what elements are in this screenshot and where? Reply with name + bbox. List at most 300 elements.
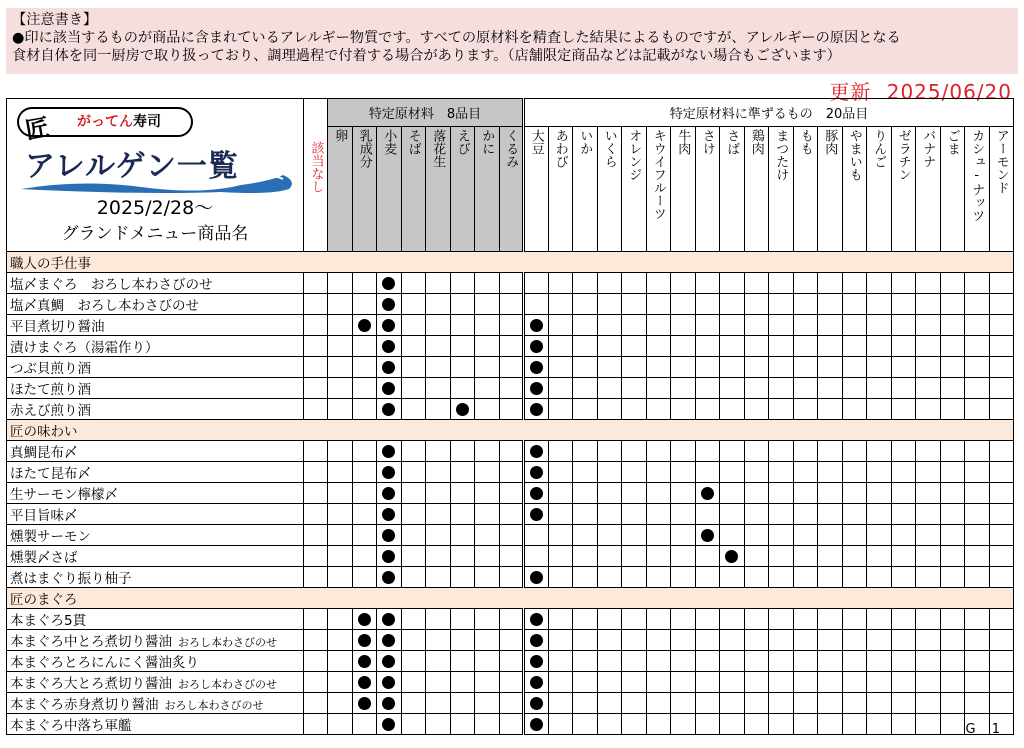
allergen-cell — [548, 525, 573, 546]
allergen-cell — [352, 357, 377, 378]
allergen-cell — [401, 483, 426, 504]
allergen-cell — [671, 378, 696, 399]
allergen-cell — [891, 525, 916, 546]
allergen-cell — [916, 357, 941, 378]
allergen-cell — [573, 357, 598, 378]
allergen-cell — [867, 399, 892, 420]
allergen-cell — [744, 315, 769, 336]
allergen-cell — [671, 336, 696, 357]
allergen-cell — [769, 567, 794, 588]
allergen-cell — [328, 315, 353, 336]
allergen-cell — [646, 630, 671, 651]
allergen-cell — [842, 567, 867, 588]
allergen-cell — [377, 273, 402, 294]
allergen-cell — [891, 714, 916, 735]
not-applicable-cell — [304, 630, 328, 651]
page-number: G 1 — [965, 722, 1006, 737]
allergen-cell — [548, 504, 573, 525]
allergen-cell — [401, 546, 426, 567]
allergen-cell — [720, 483, 745, 504]
allergen-cell — [646, 567, 671, 588]
allergen-cell — [867, 441, 892, 462]
allergen-cell — [867, 651, 892, 672]
allergen-cell — [744, 294, 769, 315]
allergen-cell — [573, 294, 598, 315]
contains-mark — [530, 466, 543, 479]
allergen-cell — [524, 504, 549, 525]
allergen-cell — [328, 546, 353, 567]
allergen-cell — [548, 609, 573, 630]
allergen-cell — [769, 315, 794, 336]
allergen-cell — [646, 672, 671, 693]
allergen-cell — [597, 714, 622, 735]
allergen-cell — [720, 651, 745, 672]
allergen-cell — [965, 504, 990, 525]
allergen-column-header: 乳成分 — [352, 127, 377, 252]
allergen-cell — [867, 546, 892, 567]
allergen-cell — [695, 546, 720, 567]
allergen-cell — [622, 525, 647, 546]
allergen-cell — [328, 273, 353, 294]
allergen-cell — [499, 546, 524, 567]
allergen-cell — [671, 525, 696, 546]
allergen-cell — [989, 294, 1014, 315]
allergen-column-header: ゼラチン — [891, 127, 916, 252]
allergen-cell — [573, 504, 598, 525]
menu-item-name: つぶ貝煎り酒 — [7, 357, 304, 378]
allergen-cell — [524, 378, 549, 399]
allergen-cell — [720, 336, 745, 357]
allergen-cell — [548, 399, 573, 420]
allergen-cell — [965, 399, 990, 420]
allergen-cell — [867, 504, 892, 525]
allergen-cell — [450, 294, 475, 315]
allergen-cell — [646, 714, 671, 735]
allergen-cell — [524, 273, 549, 294]
allergen-cell — [352, 672, 377, 693]
allergen-cell — [401, 462, 426, 483]
allergen-cell — [818, 441, 843, 462]
allergen-cell — [573, 315, 598, 336]
allergen-cell — [793, 483, 818, 504]
allergen-cell — [842, 336, 867, 357]
allergen-cell — [695, 525, 720, 546]
updated-value: 2025/06/20 — [886, 80, 1012, 104]
allergen-cell — [818, 336, 843, 357]
allergen-cell — [573, 525, 598, 546]
allergen-column-header: りんご — [867, 127, 892, 252]
contains-mark — [530, 676, 543, 689]
menu-item-note: おろし本わさびのせ — [164, 699, 264, 712]
allergen-cell — [989, 273, 1014, 294]
allergen-cell — [989, 546, 1014, 567]
menu-item-note: おろし本わさびのせ — [178, 636, 277, 649]
allergen-cell — [965, 546, 990, 567]
table-row — [7, 546, 1014, 567]
allergen-cell — [989, 399, 1014, 420]
allergen-cell — [891, 357, 916, 378]
allergen-cell — [867, 462, 892, 483]
allergen-cell — [695, 441, 720, 462]
contains-mark — [358, 634, 371, 647]
allergen-cell — [328, 378, 353, 399]
allergen-cell — [573, 378, 598, 399]
allergen-cell — [622, 672, 647, 693]
section-label: 職人の手仕事 — [7, 252, 1014, 273]
allergen-cell — [965, 567, 990, 588]
allergen-cell — [597, 399, 622, 420]
allergen-cell — [916, 525, 941, 546]
contains-mark — [382, 571, 395, 584]
contains-mark — [530, 697, 543, 710]
allergen-cell — [818, 504, 843, 525]
allergen-cell — [475, 315, 500, 336]
allergen-cell — [842, 483, 867, 504]
allergen-cell — [965, 525, 990, 546]
menu-item-name: 生サーモン檸檬〆 — [7, 483, 304, 504]
allergen-cell — [401, 714, 426, 735]
allergen-cell — [671, 504, 696, 525]
allergen-cell — [989, 672, 1014, 693]
contains-mark — [382, 361, 395, 374]
allergen-cell — [597, 672, 622, 693]
allergen-cell — [916, 504, 941, 525]
allergen-cell — [548, 441, 573, 462]
allergen-cell — [597, 546, 622, 567]
menu-item-name: 平目煮切り醤油 — [7, 315, 304, 336]
allergen-cell — [891, 378, 916, 399]
not-applicable-cell — [304, 399, 328, 420]
allergen-cell — [450, 525, 475, 546]
allergen-cell — [891, 651, 916, 672]
contains-mark — [701, 487, 714, 500]
allergen-cell — [891, 567, 916, 588]
allergen-cell — [597, 357, 622, 378]
allergen-cell — [818, 651, 843, 672]
allergen-cell — [597, 336, 622, 357]
allergen-cell — [916, 273, 941, 294]
allergen-column-header: 牛肉 — [671, 127, 696, 252]
allergen-cell — [867, 609, 892, 630]
allergen-cell — [940, 336, 965, 357]
allergen-cell — [426, 315, 451, 336]
allergen-cell — [573, 546, 598, 567]
allergen-cell — [842, 462, 867, 483]
allergen-cell — [965, 651, 990, 672]
allergen-column-header: 卵 — [328, 127, 353, 252]
allergen-cell — [597, 483, 622, 504]
contains-mark — [358, 676, 371, 689]
allergen-cell — [671, 546, 696, 567]
allergen-cell — [475, 525, 500, 546]
allergen-cell — [793, 651, 818, 672]
allergen-cell — [524, 357, 549, 378]
menu-item-note: おろし本わさびのせ — [178, 678, 277, 691]
allergen-cell — [524, 441, 549, 462]
allergen-cell — [597, 462, 622, 483]
allergen-cell — [695, 651, 720, 672]
allergen-cell — [769, 294, 794, 315]
specific-ingredients-header: 特定原材料 8品目 — [328, 99, 524, 127]
updated-label: 更新 — [829, 80, 872, 104]
allergen-cell — [401, 399, 426, 420]
allergen-cell — [328, 294, 353, 315]
not-applicable-cell — [304, 525, 328, 546]
allergen-cell — [671, 630, 696, 651]
allergen-cell — [720, 672, 745, 693]
menu-item-name: 本まぐろ大とろ煮切り醤油 おろし本わさびのせ — [7, 672, 304, 693]
allergen-cell — [842, 609, 867, 630]
table-row — [7, 525, 1014, 546]
allergen-cell — [499, 693, 524, 714]
allergen-cell — [916, 315, 941, 336]
allergen-cell — [842, 693, 867, 714]
not-applicable-cell — [304, 651, 328, 672]
allergen-cell — [769, 357, 794, 378]
allergen-cell — [940, 294, 965, 315]
allergen-cell — [401, 567, 426, 588]
allergen-cell — [524, 525, 549, 546]
allergen-cell — [450, 567, 475, 588]
allergen-cell — [646, 525, 671, 546]
allergen-cell — [940, 378, 965, 399]
allergen-cell — [475, 672, 500, 693]
not-applicable-cell — [304, 714, 328, 735]
allergen-column-header: あわび — [548, 127, 573, 252]
allergen-cell — [352, 630, 377, 651]
allergen-cell — [524, 315, 549, 336]
allergen-cell — [352, 294, 377, 315]
allergen-cell — [475, 483, 500, 504]
menu-item-name: 塩〆真鯛 おろし本わさびのせ — [7, 294, 304, 315]
table-row — [7, 693, 1014, 714]
allergen-cell — [916, 399, 941, 420]
allergen-cell — [671, 294, 696, 315]
allergen-cell — [916, 693, 941, 714]
contains-mark — [382, 403, 395, 416]
allergen-cell — [695, 462, 720, 483]
allergen-cell — [842, 651, 867, 672]
allergen-cell — [426, 630, 451, 651]
allergen-cell — [475, 714, 500, 735]
allergen-cell — [450, 441, 475, 462]
allergen-cell — [401, 294, 426, 315]
allergen-cell — [891, 609, 916, 630]
allergen-cell — [867, 714, 892, 735]
allergen-cell — [989, 567, 1014, 588]
allergen-column-header: もも — [793, 127, 818, 252]
menu-item-name: 本まぐろ5貫 — [7, 609, 304, 630]
allergen-cell — [940, 567, 965, 588]
allergen-cell — [622, 399, 647, 420]
allergen-cell — [867, 378, 892, 399]
allergen-cell — [695, 273, 720, 294]
allergen-cell — [940, 315, 965, 336]
allergen-cell — [475, 504, 500, 525]
contains-mark — [382, 676, 395, 689]
allergen-cell — [377, 672, 402, 693]
allergen-cell — [377, 336, 402, 357]
allergen-cell — [916, 294, 941, 315]
allergen-column-header: いくら — [597, 127, 622, 252]
allergen-cell — [499, 462, 524, 483]
allergen-cell — [842, 315, 867, 336]
table-row — [7, 504, 1014, 525]
allergen-cell — [548, 483, 573, 504]
allergen-cell — [475, 294, 500, 315]
allergen-cell — [793, 672, 818, 693]
allergen-cell — [940, 357, 965, 378]
allergen-cell — [916, 378, 941, 399]
allergen-cell — [695, 357, 720, 378]
allergen-cell — [573, 483, 598, 504]
allergen-cell — [671, 441, 696, 462]
allergen-cell — [744, 609, 769, 630]
allergen-cell — [940, 273, 965, 294]
table-row — [7, 399, 1014, 420]
allergen-cell — [499, 378, 524, 399]
menu-item-name: 漬けまぐろ（湯霜作り） — [7, 336, 304, 357]
allergen-cell — [646, 504, 671, 525]
allergen-cell — [744, 714, 769, 735]
allergen-cell — [426, 714, 451, 735]
allergen-cell — [328, 567, 353, 588]
table-row — [7, 273, 1014, 294]
allergen-cell — [622, 651, 647, 672]
contains-mark — [530, 613, 543, 626]
contains-mark — [382, 697, 395, 710]
menu-item-name: 本まぐろとろにんにく醤油炙り — [7, 651, 304, 672]
allergen-cell — [499, 504, 524, 525]
allergen-cell — [573, 630, 598, 651]
allergen-cell — [989, 693, 1014, 714]
allergen-list-title: アレルゲン一覧 — [25, 149, 239, 184]
allergen-cell — [940, 525, 965, 546]
allergen-cell — [573, 567, 598, 588]
allergen-cell — [989, 441, 1014, 462]
allergen-cell — [524, 567, 549, 588]
allergen-cell — [818, 462, 843, 483]
allergen-cell — [793, 567, 818, 588]
allergen-cell — [989, 483, 1014, 504]
allergen-cell — [622, 441, 647, 462]
allergen-cell — [426, 357, 451, 378]
allergen-cell — [989, 462, 1014, 483]
allergen-cell — [622, 378, 647, 399]
allergen-cell — [916, 483, 941, 504]
allergen-cell — [377, 483, 402, 504]
allergen-cell — [499, 651, 524, 672]
allergen-cell — [524, 714, 549, 735]
allergen-cell — [744, 378, 769, 399]
allergen-cell — [989, 609, 1014, 630]
allergen-cell — [622, 294, 647, 315]
allergen-cell — [646, 294, 671, 315]
not-applicable-cell — [304, 315, 328, 336]
allergen-cell — [940, 462, 965, 483]
allergen-cell — [965, 336, 990, 357]
allergen-cell — [744, 273, 769, 294]
allergen-cell — [377, 714, 402, 735]
allergen-cell — [842, 714, 867, 735]
allergen-cell — [867, 357, 892, 378]
allergen-cell — [352, 399, 377, 420]
allergen-cell — [965, 693, 990, 714]
allergen-cell — [475, 462, 500, 483]
table-row — [7, 336, 1014, 357]
allergen-cell — [891, 630, 916, 651]
allergen-cell — [842, 273, 867, 294]
allergen-cell — [573, 714, 598, 735]
allergen-cell — [818, 672, 843, 693]
table-row — [7, 714, 1014, 735]
allergen-cell — [450, 609, 475, 630]
allergen-cell — [916, 651, 941, 672]
allergen-cell — [720, 609, 745, 630]
allergen-cell — [622, 504, 647, 525]
allergen-cell — [867, 672, 892, 693]
allergen-cell — [450, 273, 475, 294]
allergen-cell — [818, 546, 843, 567]
allergen-cell — [671, 483, 696, 504]
allergen-cell — [450, 399, 475, 420]
allergen-cell — [793, 273, 818, 294]
allergen-cell — [352, 714, 377, 735]
table-row — [7, 483, 1014, 504]
allergen-cell — [646, 378, 671, 399]
allergen-cell — [744, 441, 769, 462]
contains-mark — [358, 613, 371, 626]
allergen-cell — [524, 336, 549, 357]
allergen-cell — [426, 378, 451, 399]
allergen-cell — [475, 609, 500, 630]
allergen-cell — [989, 525, 1014, 546]
allergen-cell — [965, 378, 990, 399]
allergen-cell — [867, 273, 892, 294]
allergen-cell — [377, 651, 402, 672]
allergen-cell — [842, 378, 867, 399]
allergen-column-header: 小麦 — [377, 127, 402, 252]
allergen-cell — [744, 336, 769, 357]
allergen-cell — [940, 714, 965, 735]
allergen-cell — [720, 525, 745, 546]
allergen-cell — [818, 693, 843, 714]
allergen-cell — [646, 336, 671, 357]
allergen-cell — [695, 567, 720, 588]
allergen-cell — [548, 336, 573, 357]
brand-mark: 匠 — [23, 113, 52, 145]
allergen-cell — [352, 273, 377, 294]
not-applicable-cell — [304, 462, 328, 483]
allergen-cell — [548, 462, 573, 483]
allergen-cell — [842, 525, 867, 546]
allergen-cell — [695, 378, 720, 399]
menu-item-name: 赤えび煎り酒 — [7, 399, 304, 420]
allergen-cell — [597, 504, 622, 525]
allergen-column-header: やまいも — [842, 127, 867, 252]
allergen-cell — [965, 441, 990, 462]
allergen-cell — [352, 546, 377, 567]
allergen-cell — [940, 441, 965, 462]
allergen-cell — [352, 693, 377, 714]
allergen-cell — [867, 630, 892, 651]
allergen-cell — [328, 399, 353, 420]
allergen-cell — [769, 462, 794, 483]
allergen-cell — [475, 651, 500, 672]
contains-mark — [725, 550, 738, 563]
allergen-cell — [499, 714, 524, 735]
allergen-cell — [646, 693, 671, 714]
